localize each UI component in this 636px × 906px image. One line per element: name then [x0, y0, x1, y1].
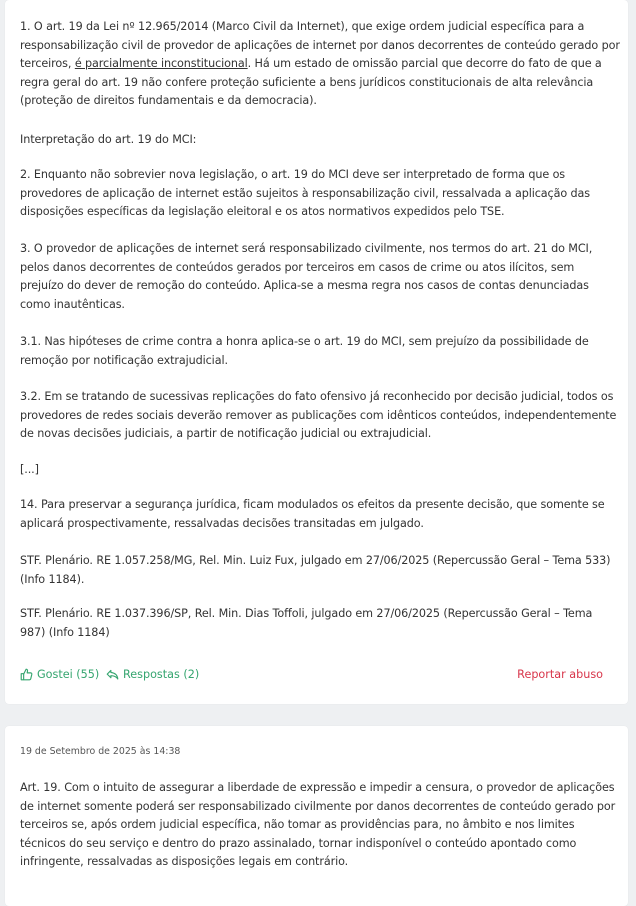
comment-paragraph: Art. 19. Com o intuito de assegurar a liberdade de expressão e impedir a censura, o provedor de aplicações de internet somente poderá ser responsabilizado civilmente por danos decorrentes de conteúdo gerado por terceiros se, após ordem judicial específica, não tomar as providências para, no âmbito e nos limites técnicos do seu serviço e dentro do prazo assinalado, tornar indisponível o conteúdo apontado como infringente, ressalvadas as disposições legais em contrário.: [20, 781, 616, 868]
comment-paragraph: 2. Enquanto não sobrevier nova legislação, o art. 19 do MCI deve ser interpretado de forma que os provedores de aplicação de internet estão sujeitos à responsabilização civil, ressalvada a aplicação das disposições específicas da legislação eleitoral e os atos normativos expedidos pelo TSE.: [20, 168, 591, 218]
comment-timestamp: 19 de Setembro de 2025 às 14:38: [20, 746, 181, 757]
citation: STF. Plenário. RE 1.057.258/MG, Rel. Min. Luiz Fux, julgado em 27/06/2025 (Repercussão Geral – Tema 533) (Info 1184).: [20, 554, 611, 586]
replies-count-label: Respostas (2): [123, 668, 200, 681]
comment-paragraph: 3.2. Em se tratando de sucessivas replicações do fato ofensivo já reconhecido por decisão judicial, todos os provedores de redes sociais deverão remover as publicações com idênticos conteúdos, independentemente de novas decisões judiciais, a partir de notificação judicial ou extrajudicial.: [20, 390, 617, 440]
citation: STF. Plenário. RE 1.037.396/SP, Rel. Min. Dias Toffoli, julgado em 27/06/2025 (Repercussão Geral – Tema 987) (Info 1184): [20, 607, 593, 639]
comment-paragraph: 3.1. Nas hipóteses de crime contra a honra aplica-se o art. 19 do MCI, sem prejuízo da possibilidade de remoção por notificação extrajudicial.: [20, 335, 589, 367]
comment-card: [5, 726, 628, 906]
report-abuse-link[interactable]: Reportar abuso: [517, 668, 603, 681]
replies-button[interactable]: [106, 668, 199, 681]
comment-paragraph: [...]: [20, 463, 39, 476]
thumbs-up-icon: [20, 668, 33, 681]
comment-paragraph: 3. O provedor de aplicações de internet será responsabilizado civilmente, nos termos do art. 21 do MCI, pelos danos decorrentes de conteúdos gerados por terceiros em casos de crime ou atos ilícitos, sem prejuízo do dever de remoção do conteúdo. Aplica-se a mesma regra nos casos de contas denunciadas como inautênticas.: [20, 242, 593, 311]
like-button[interactable]: [20, 668, 99, 681]
underlined-text: é parcialmente inconstitucional: [74, 57, 248, 70]
comment-paragraph: Interpretação do art. 19 do MCI:: [20, 133, 197, 146]
comment-paragraph: [20, 18, 620, 111]
comment-actions: [20, 668, 613, 686]
comment-card: [5, 0, 628, 704]
comment-paragraph: 14. Para preservar a segurança jurídica, ficam modulados os efeitos da presente decisão, que somente se aplicará prospectivamente, ressalvadas decisões transitadas em julgado.: [20, 498, 605, 530]
reply-icon: [106, 668, 119, 681]
comment-text: . Há um estado de omissão parcial que decorre do fato de que a regra geral do art. 19 não confere proteção suficiente a bens jurídicos constitucionais de alta relevância (proteção de direitos fundamentais e da democracia).: [20, 57, 602, 107]
like-count-label: Gostei (55): [37, 668, 100, 681]
comment-text: 1. O art. 19 da Lei nº 12.965/2014 (Marco Civil da Internet), que exige ordem judicial específica para a responsabilização civil de provedor de aplicações de internet por danos decorrentes de conteúdo gerado por terceiros,: [20, 20, 620, 70]
